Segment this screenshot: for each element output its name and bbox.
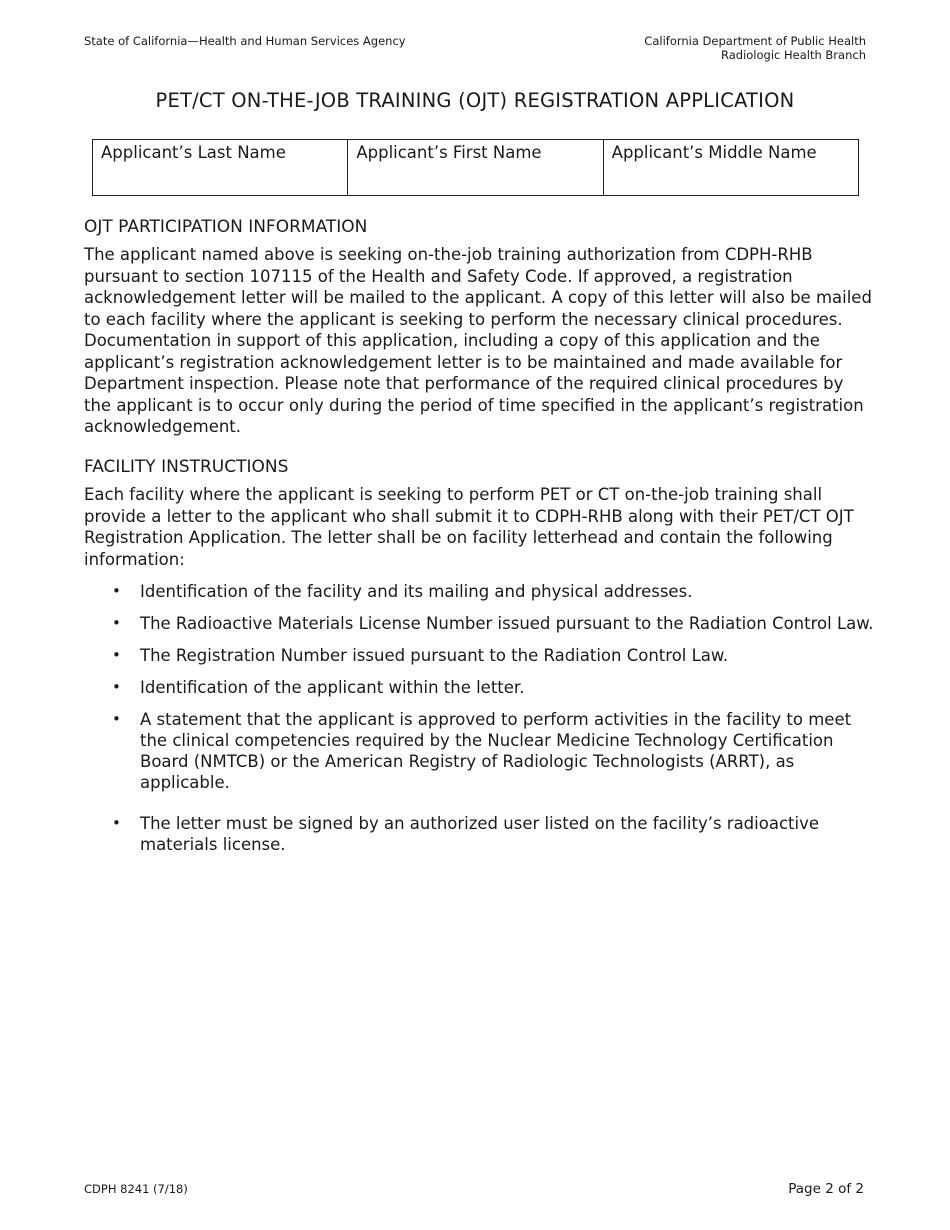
form-number: CDPH 8241 (7/18): [84, 1182, 188, 1196]
applicant-name-table: [92, 139, 859, 196]
middle-name-label: Applicant’s Middle Name: [611, 143, 817, 162]
agency-header: State of California—Health and Human Services Agency: [84, 34, 406, 48]
first-name-label: Applicant’s First Name: [356, 143, 542, 162]
list-item: • A statement that the applicant is approved to perform activities in the facility to meet the clinical competencies required by the Nuclear Medicine Technology Certification Board (NMTCB) or the American Registry of Radiologic Technologists (ARRT), as applicable.: [84, 709, 874, 793]
last-name-field[interactable]: [93, 140, 348, 196]
list-item: • The Registration Number issued pursuant to the Radiation Control Law.: [84, 645, 874, 666]
list-item: • The letter must be signed by an authorized user listed on the facility’s radioactive materials license.: [84, 813, 874, 855]
facility-section-body: Each facility where the applicant is seeking to perform PET or CT on-the-job training shall provide a letter to the applicant who shall submit it to CDPH-RHB along with their PET/CT OJT Registration Application. The letter shall be on facility letterhead and contain the following information:: [84, 485, 854, 569]
list-item: • Identification of the applicant within the letter.: [84, 677, 874, 698]
form-title: PET/CT ON-THE-JOB TRAINING (OJT) REGISTRATION APPLICATION: [155, 89, 795, 112]
facility-requirements-list: [84, 581, 874, 866]
facility-section-heading: FACILITY INSTRUCTIONS: [84, 457, 289, 477]
last-name-label: Applicant’s Last Name: [101, 143, 286, 162]
list-item: • Identification of the facility and its mailing and physical addresses.: [84, 581, 874, 602]
page-number: Page 2 of 2: [788, 1181, 864, 1197]
first-name-field[interactable]: [348, 140, 603, 196]
department-header: [644, 34, 866, 62]
list-item: • The Radioactive Materials License Number issued pursuant to the Radiation Control Law.: [84, 613, 874, 634]
department-name: California Department of Public Health: [644, 34, 866, 48]
branch-name: Radiologic Health Branch: [720, 48, 866, 62]
ojt-section-body: The applicant named above is seeking on-the-job training authorization from CDPH-RHB pursuant to section 107115 of the Health and Safety Code. If approved, a registration acknowledgement letter will be mailed to the applicant. A copy of this letter will also be mailed to each facility where the applicant is seeking to perform the necessary clinical procedures. Documentation in support of this application, including a copy of this application and the applicant’s registration acknowledgement letter is to be maintained and made available for Department inspection. Please note that performance of the required clinical procedures by the applicant is to occur only during the period of time specified in the applicant’s registration acknowledgement.: [84, 245, 872, 436]
middle-name-field[interactable]: [603, 140, 858, 196]
ojt-section-heading: OJT PARTICIPATION INFORMATION: [84, 217, 368, 237]
